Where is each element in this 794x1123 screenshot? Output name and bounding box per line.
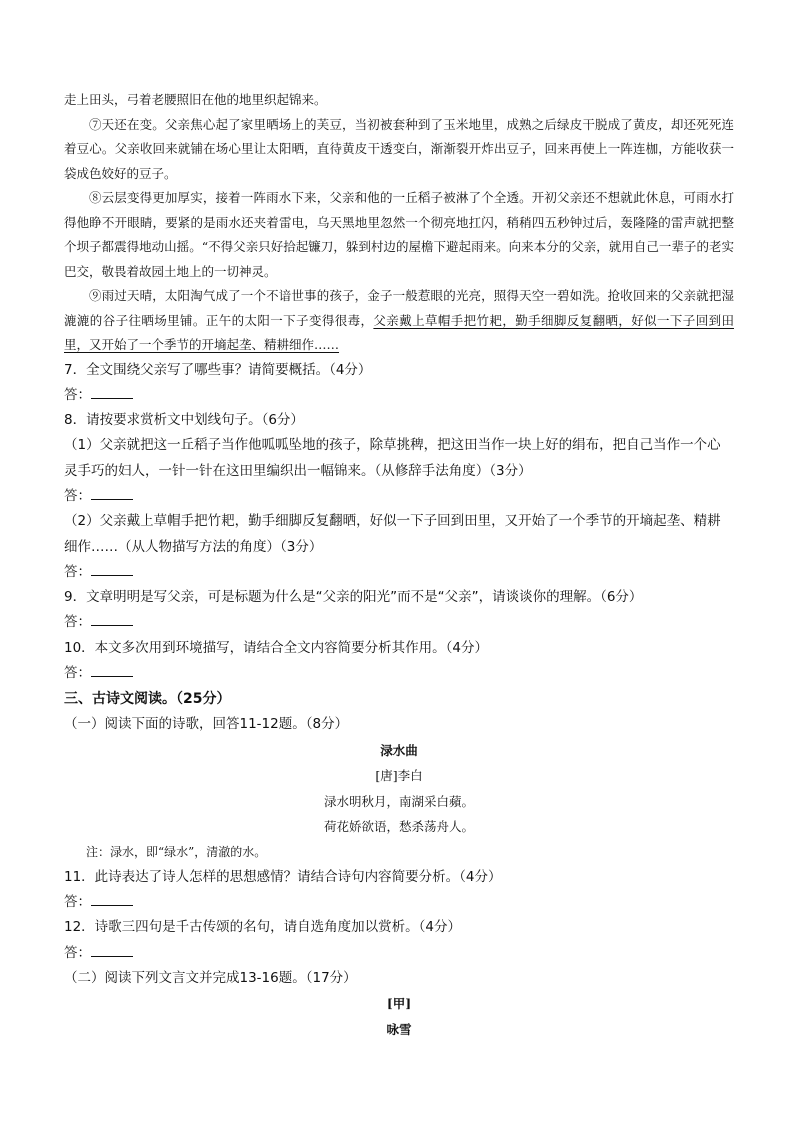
answer-blank-10[interactable] (91, 662, 133, 677)
poem-line-2: 荷花娇欲语，愁杀荡舟人。 (323, 819, 474, 835)
question-8: 8．请按要求赏析文中划线句子。（6分） (64, 412, 304, 429)
answer-label: 答： (64, 893, 91, 910)
answer-blank-9[interactable] (91, 611, 133, 626)
answer-label: 答： (64, 386, 91, 403)
answer-row-10 (64, 661, 734, 686)
poem-line-1: 渌水明秋月，南湖采白蘋。 (323, 793, 474, 809)
answer-row-9 (64, 610, 734, 635)
answer-blank-11[interactable] (91, 891, 133, 906)
answer-row-11 (64, 890, 734, 915)
poem-questions (64, 865, 734, 991)
answer-blank-12[interactable] (91, 942, 133, 957)
poem-note: 注：渌水，即“绿水”，清澈的水。 (86, 844, 267, 859)
part-1-instruction: （一）阅读下面的诗歌，回答11-12题。（8分） (64, 716, 349, 733)
passage-paragraph-7: ⑦天还在变。父亲焦心起了家里晒场上的芙豆，当初被套种到了玉米地里，成熟之后绿皮干脱成了黄皮，却还死死连着豆心。父亲收回来就铺在场心里让太阳晒，直待黄皮干透变白，渐渐裂开炸出豆子，回来再使上一阵连枷，方能收获一袋成色姣好的豆子。 (64, 116, 734, 181)
answer-row-12 (64, 941, 734, 966)
passage-paragraph-8: ⑧云层变得更加厚实，接着一阵雨水下来，父亲和他的一丘稻子被淋了个全透。开初父亲还不想就此休息，可雨水打得他睁不开眼睛，要紧的是雨水还夹着雷电，乌天黑地里忽然一个彻亮地扛闪，稍稍四五秒钟过后，轰隆隆的雷声就把整个坝子都震得地动山摇。“不得父亲只好拾起镰刀，躲到村边的屋檐下避起雨来。向来本分的父亲，就用自己一辈子的老实巴交，敬畏着故园土地上的一切神灵。 (64, 190, 734, 279)
passage-paragraph-9-text: ⑨雨过天晴，太阳淘气成了一个不谙世事的孩子，金子一般惹眼的光亮，照得天空一碧如洗。抢收回来的父亲就把湿漉漉的谷子往晒场里铺。正午的太阳一下子变得很毒， (64, 288, 734, 328)
question-12: 12．诗歌三四句是千古传颂的名句，请自选角度加以赏析。（4分） (64, 919, 462, 936)
question-10: 10．本文多次用到环境描写，请结合全文内容简要分析其作用。（4分） (64, 639, 489, 656)
answer-row-8-2 (64, 560, 734, 585)
questions-block (64, 358, 734, 687)
underlined-sentence: 父亲戴上草帽手把竹耙，勤手细脚反复翻晒，好似一下子回到田里，又开始了一个季节的开墒起垄、精耕细作…… (64, 312, 734, 352)
poem-title: 渌水曲 (380, 742, 418, 758)
question-9: 9．文章明明是写父亲，可是标题为什么是“父亲的阳光”而不是“父亲”，请谈谈你的理解。（6分） (64, 589, 643, 606)
answer-blank-7[interactable] (91, 384, 133, 399)
answer-label: 答： (64, 665, 91, 682)
passage-paragraph-continued: 走上田头，弓着老腰照旧在他的地里织起锦来。 (64, 92, 327, 107)
answer-label: 答： (64, 614, 91, 631)
question-11: 11．此诗表达了诗人怎样的思想感情？请结合诗句内容简要分析。（4分） (64, 868, 502, 885)
answer-label: 答： (64, 563, 91, 580)
answer-label: 答： (64, 944, 91, 961)
question-7: 7．全文围绕父亲写了哪些事？请简要概括。（4分） (64, 361, 372, 378)
poem-author: [唐]李白 (375, 768, 423, 784)
answer-row-7 (64, 383, 734, 408)
answer-blank-8-2[interactable] (91, 561, 133, 576)
text-jia-label: [甲] (386, 996, 412, 1012)
reading-passage (64, 88, 734, 358)
poem-part-heading (64, 712, 734, 737)
answer-label: 答： (64, 487, 91, 504)
answer-blank-8-1[interactable] (91, 485, 133, 500)
part-2-instruction: （二）阅读下列文言文并完成13-16题。（17分） (64, 969, 357, 986)
exam-page (64, 88, 734, 1042)
question-8-1: （1）父亲就把这一丘稻子当作他呱呱坠地的孩子，除草挑稗，把这田当作一块上好的绢布，把自己当作一个心灵手巧的妇人，一针一针在这田里编织出一幅锦来。（从修辞手法角度）（3分） (64, 437, 721, 479)
text-jia-title: 咏雪 (386, 1021, 412, 1037)
question-8-2: （2）父亲戴上草帽手把竹耙，勤手细脚反复翻晒，好似一下子回到田里，又开始了一个季节的开墒起垄、精耕细作……（从人物描写方法的角度）（3分） (64, 513, 721, 555)
passage-paragraph-9 (64, 284, 734, 358)
section-3-title: 三、古诗文阅读。（25分） (64, 691, 231, 708)
answer-row-8-1 (64, 484, 734, 509)
